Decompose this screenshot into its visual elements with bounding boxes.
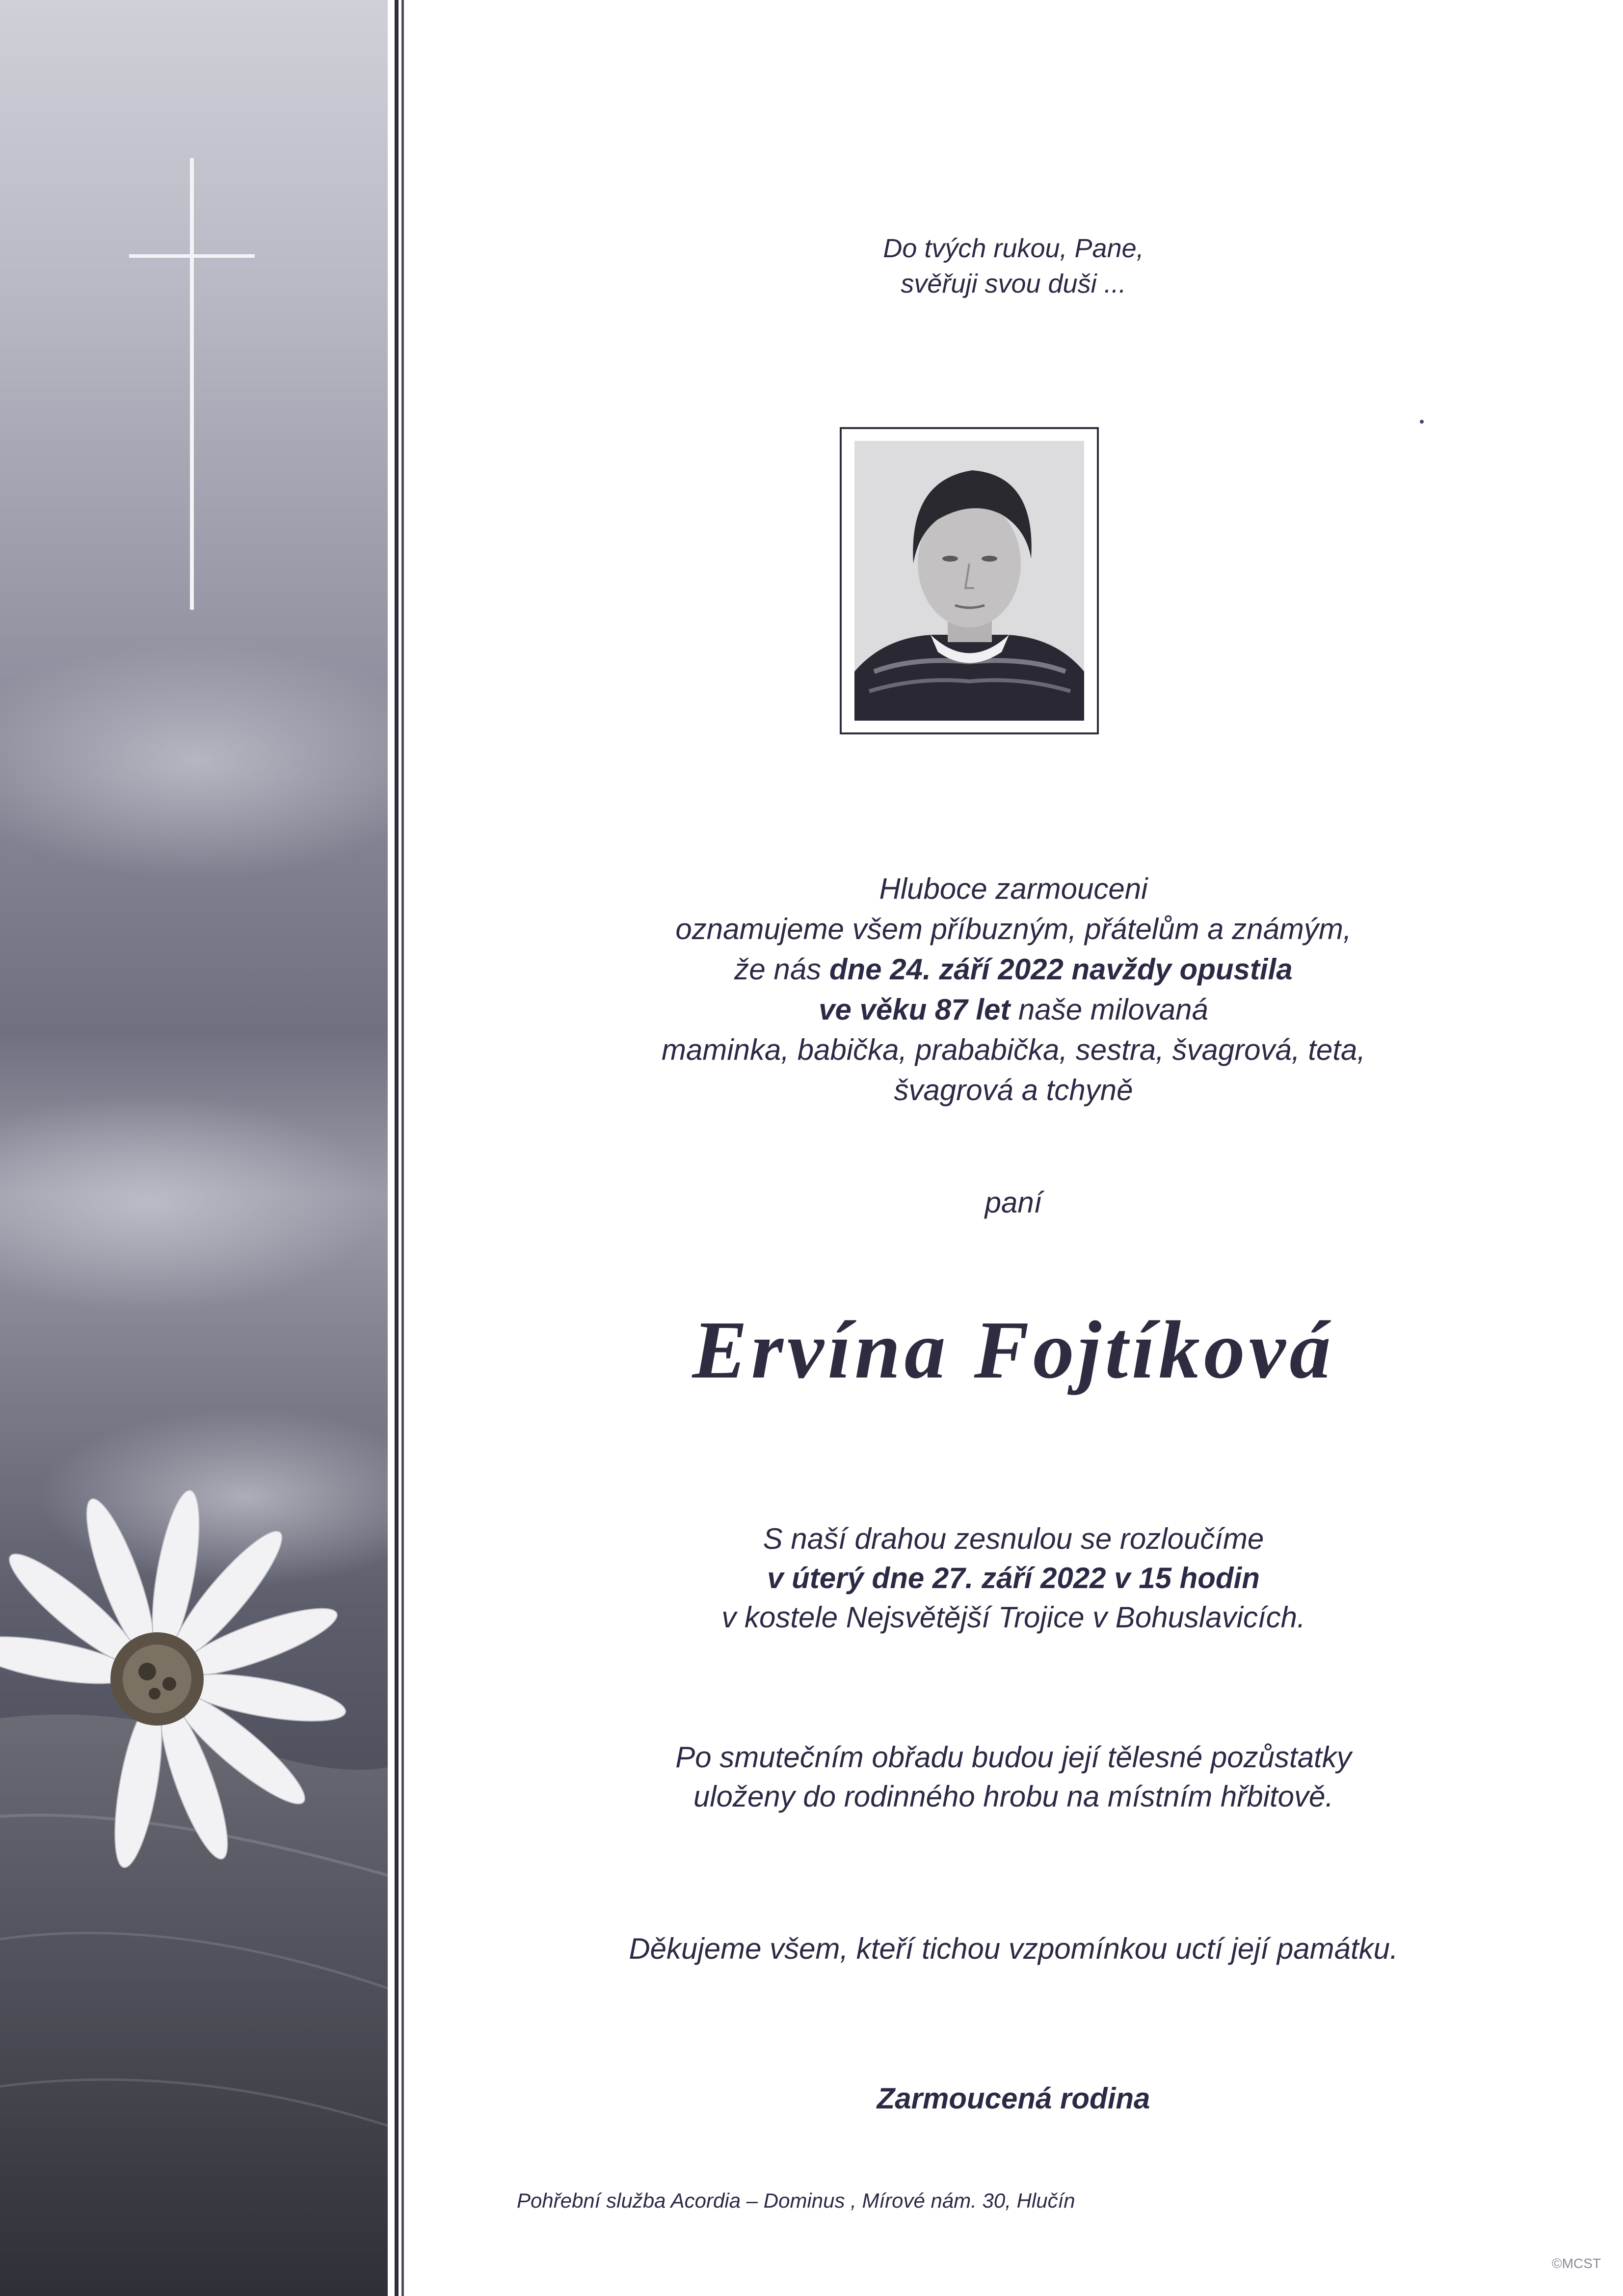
- intro-line-4: [404, 990, 1623, 1030]
- motto-line-1: Do tvých rukou, Pane,: [883, 234, 1144, 263]
- burial-line-1: Po smutečním obřadu budou její tělesné pozůstatky: [675, 1741, 1352, 1774]
- copyright-mark: ©MCST: [1552, 2256, 1601, 2271]
- intro-line-5: maminka, babička, prababička, sestra, švagrová, teta,: [661, 1033, 1366, 1066]
- honorific: paní: [984, 1186, 1042, 1219]
- decorative-side-image: [0, 0, 388, 2296]
- intro-line-1: Hluboce zarmouceni: [879, 872, 1148, 905]
- side-image-art: [0, 0, 388, 2296]
- ceremony-info: [404, 1519, 1623, 1637]
- burial-line-2: uloženy do rodinného hrobu na místním hřbitově.: [693, 1780, 1334, 1813]
- intro-line-4-text: naše milovaná: [1010, 993, 1208, 1026]
- age-at-death: ve věku 87 let: [819, 993, 1011, 1026]
- portrait-frame: [840, 427, 1099, 734]
- intro-line-3: [404, 949, 1623, 990]
- portrait-photo: [854, 441, 1084, 721]
- announcement-content: [404, 0, 1623, 2296]
- announcement-text: [404, 869, 1623, 1110]
- ceremony-line-2: [404, 1559, 1623, 1598]
- burial-info: [404, 1738, 1623, 1816]
- signature: Zarmoucená rodina: [877, 2082, 1150, 2115]
- date-of-death: dne 24. září 2022 navždy opustila: [829, 953, 1293, 986]
- funeral-service-footer: Pohřební služba Acordia – Dominus , Mírové nám. 30, Hlučín: [517, 2189, 1075, 2212]
- ceremony-line-1: S naší drahou zesnulou se rozloučíme: [763, 1522, 1264, 1555]
- portrait-image: [854, 441, 1084, 721]
- scan-speck: [1420, 420, 1424, 424]
- motto: [404, 231, 1623, 301]
- vertical-divider: [395, 0, 399, 2296]
- intro-line-3-text: že nás: [734, 953, 829, 986]
- intro-line-6: švagrová a tchyně: [894, 1074, 1133, 1107]
- deceased-name: Ervína Fojtíková: [692, 1304, 1335, 1396]
- ceremony-datetime: v úterý dne 27. září 2022 v 15 hodin: [767, 1562, 1260, 1594]
- thanks-text: Děkujeme všem, kteří tichou vzpomínkou uctí její památku.: [629, 1932, 1398, 1965]
- divider-gap: [388, 0, 395, 2296]
- ceremony-line-3: v kostele Nejsvětější Trojice v Bohuslavicích.: [721, 1601, 1305, 1634]
- cross-icon: [129, 158, 255, 610]
- motto-line-2: svěřuji svou duši ...: [901, 269, 1126, 298]
- intro-line-2: oznamujeme všem příbuzným, přátelům a známým,: [675, 913, 1352, 945]
